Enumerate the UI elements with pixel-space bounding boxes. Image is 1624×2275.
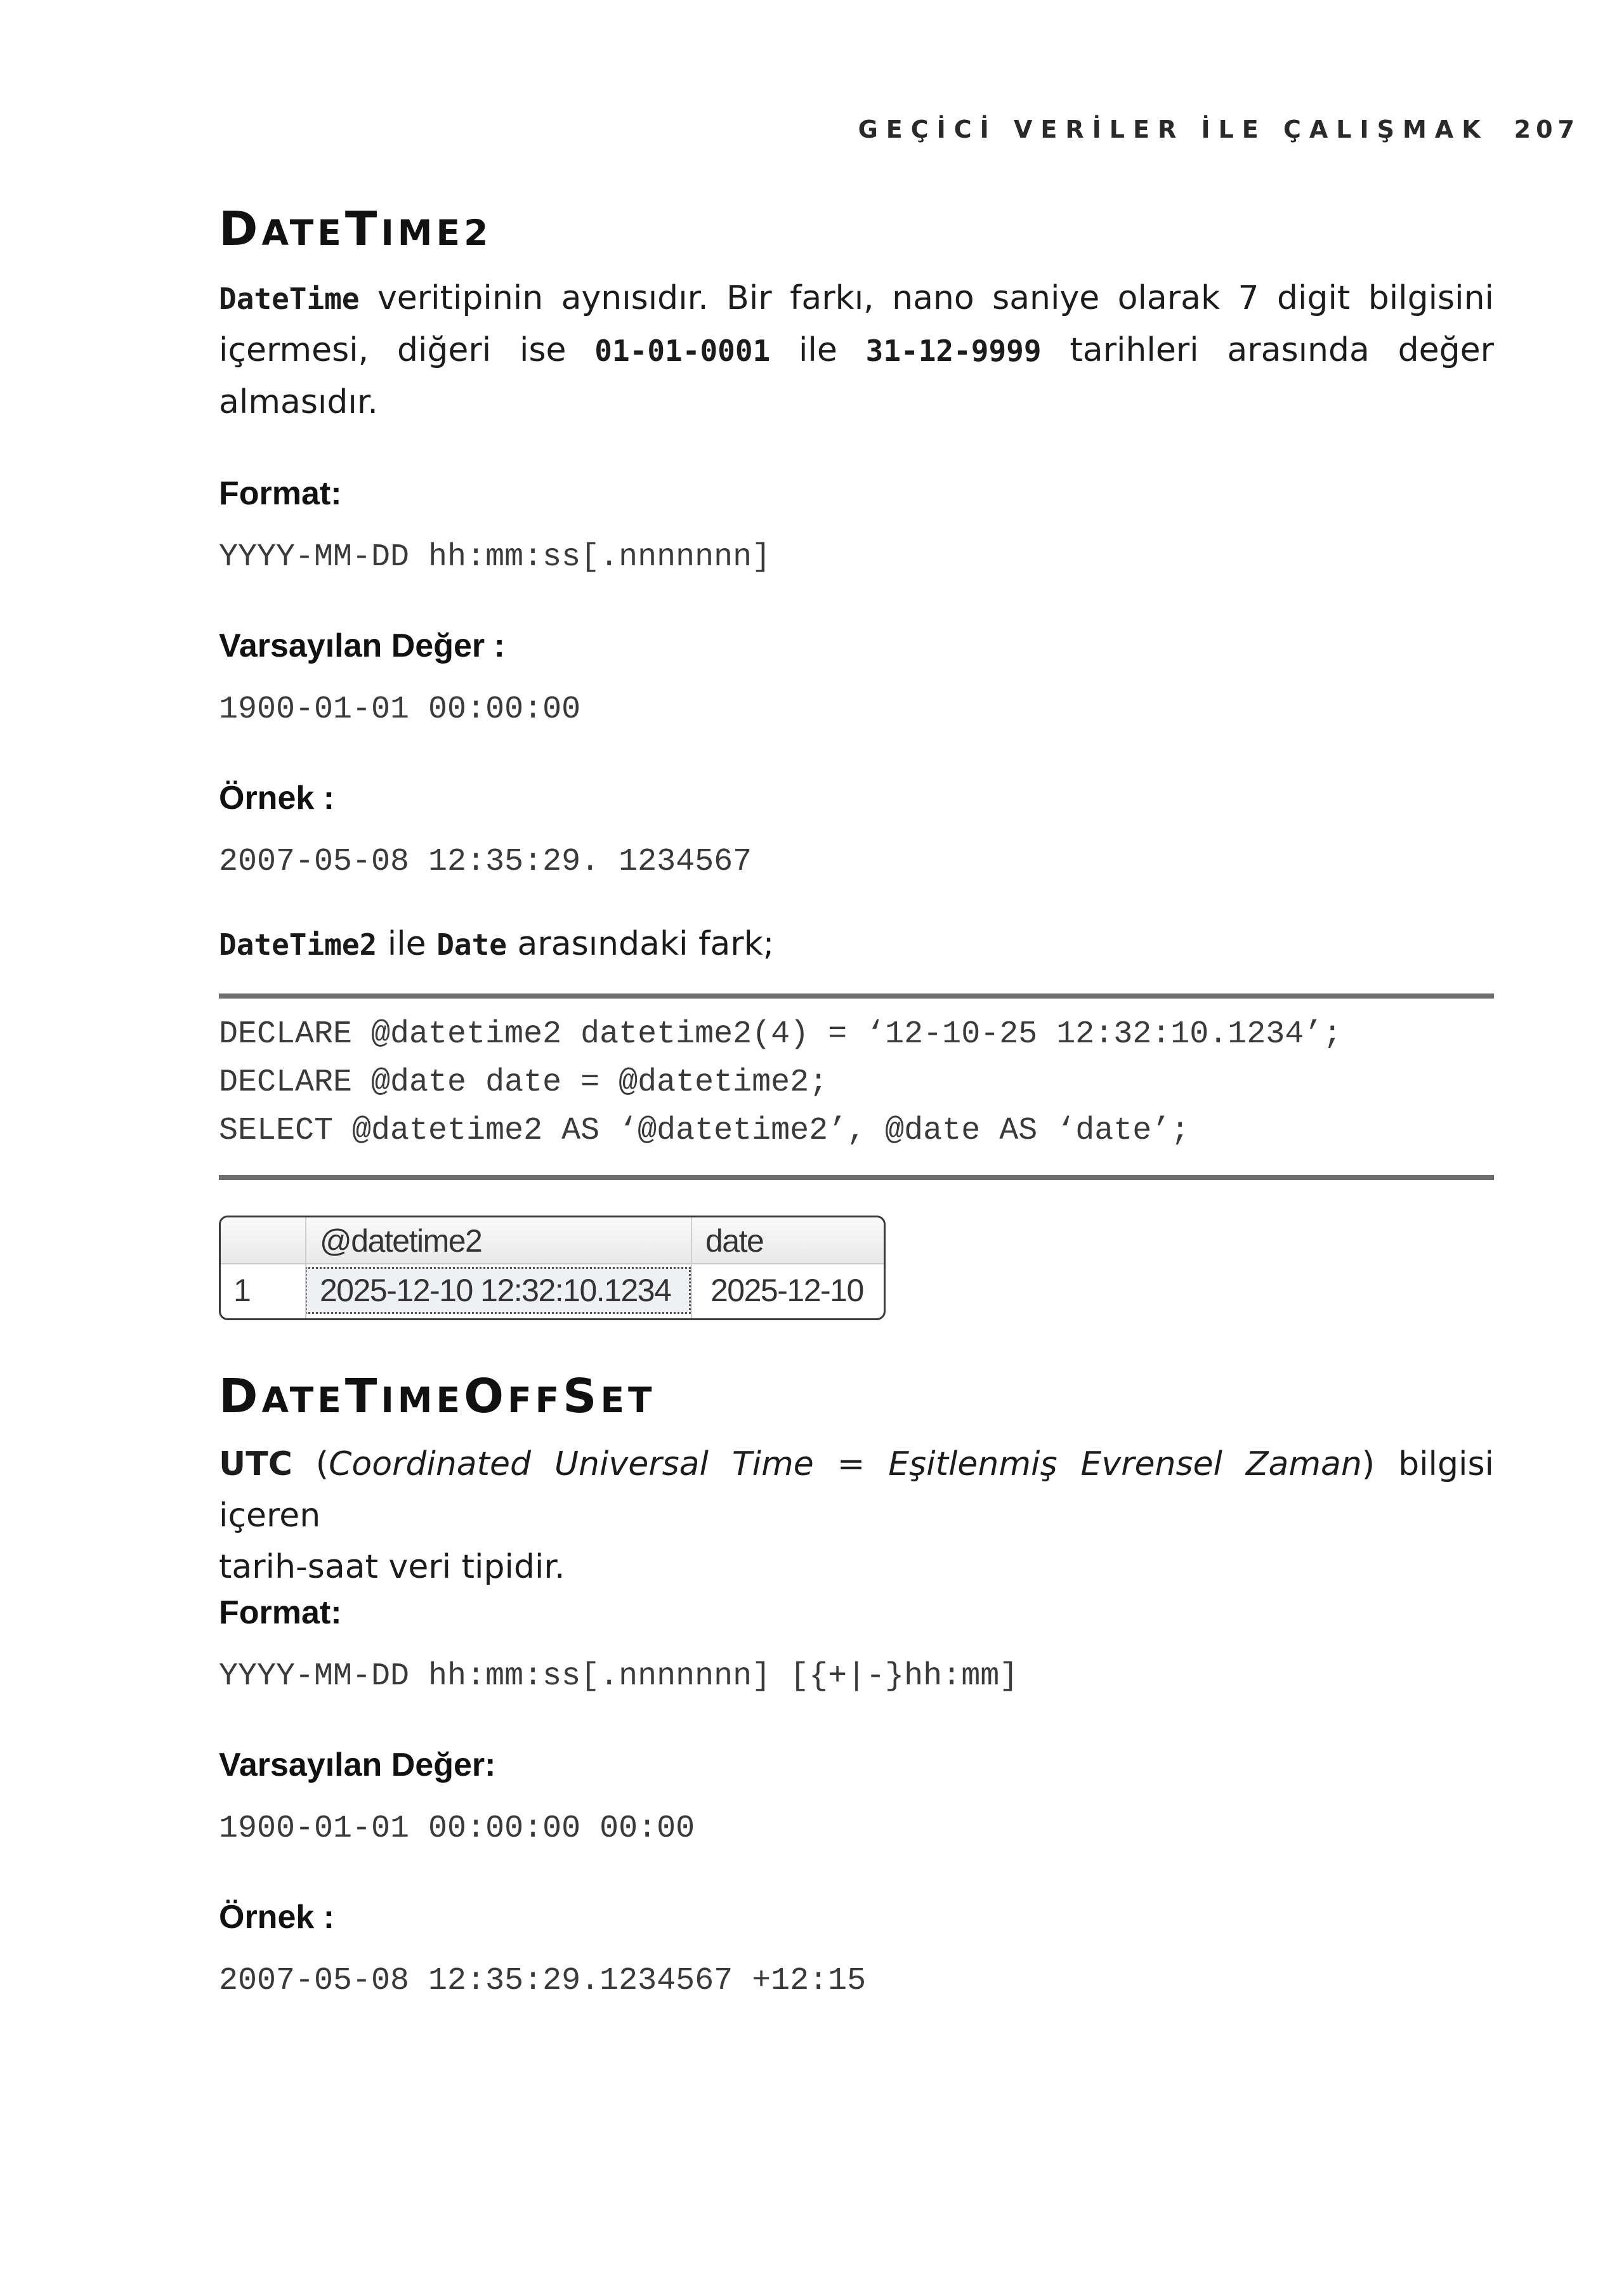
heading-text: arasındaki fark; <box>506 925 775 963</box>
title-part: IME2 <box>381 213 492 253</box>
example-value: 2007-05-08 12:35:29. 1234567 <box>219 844 752 880</box>
column-divider <box>305 1217 306 1318</box>
inline-code: 01-01-0001 <box>594 334 771 368</box>
code-block-top-rule <box>219 993 1494 999</box>
cell-date[interactable]: 2025-12-10 <box>710 1273 863 1308</box>
description-line <box>219 1439 1494 1542</box>
format-label: Format: <box>219 475 342 512</box>
description-line: almasıdır. <box>219 383 378 421</box>
description-text: ile <box>770 331 866 369</box>
title-part: FF <box>508 1380 563 1420</box>
format-value: YYYY-MM-DD hh:mm:ss[.nnnnnnn] [{+|-}hh:mm] <box>219 1658 1019 1695</box>
section-title-datetime2 <box>219 202 492 256</box>
title-part: S <box>563 1369 601 1424</box>
default-value-label: Varsayılan Değer : <box>219 627 505 664</box>
default-value: 1900-01-01 00:00:00 <box>219 692 581 728</box>
title-part: ATE <box>261 1380 345 1420</box>
code-block-bottom-rule <box>219 1175 1494 1180</box>
heading-text: ile <box>377 925 437 963</box>
inline-code: DateTime2 <box>219 928 377 962</box>
code-line: SELECT @datetime2 AS ‘@datetime2’, @date AS ‘date’; <box>219 1113 1190 1149</box>
format-label: Format: <box>219 1594 342 1631</box>
default-value: 1900-01-01 00:00:00 00:00 <box>219 1811 695 1847</box>
code-line: DECLARE @datetime2 datetime2(4) = ‘12-10-25 12:32:10.1234’; <box>219 1016 1342 1052</box>
title-part: IME <box>381 1380 464 1420</box>
title-part: ET <box>600 1380 656 1420</box>
description-text: tarihleri arasında değer <box>1041 331 1494 369</box>
inline-code: Date <box>436 928 507 962</box>
code-line: DECLARE @date date = @datetime2; <box>219 1065 828 1101</box>
page-number: 207 <box>1514 115 1580 143</box>
description-text: ) bilgisi içeren <box>219 1445 1494 1535</box>
description-text: ( <box>292 1445 329 1483</box>
format-value: YYYY-MM-DD hh:mm:ss[.nnnnnnn] <box>219 539 771 575</box>
title-part: D <box>219 1369 262 1424</box>
utc-term: UTC <box>219 1445 292 1483</box>
column-header-date[interactable]: date <box>705 1223 764 1259</box>
default-value-label: Varsayılan Değer: <box>219 1747 496 1783</box>
title-part: O <box>464 1369 508 1424</box>
utc-expansion: Coordinated Universal Time = Eşitlenmiş Evrensel Zaman <box>329 1445 1362 1483</box>
difference-heading <box>219 925 774 963</box>
column-divider <box>691 1217 692 1318</box>
inline-code: DateTime <box>219 282 360 316</box>
description-line <box>219 273 1494 325</box>
inline-code: 31-12-9999 <box>865 334 1042 368</box>
description-text: veritipinin aynısıdır. Bir farkı, nano saniye olarak 7 digit bilgisini <box>359 279 1494 317</box>
example-value: 2007-05-08 12:35:29.1234567 +12:15 <box>219 1963 867 1999</box>
example-label: Örnek : <box>219 1899 335 1936</box>
cell-datetime2[interactable]: 2025-12-10 12:32:10.1234 <box>320 1273 671 1308</box>
example-label: Örnek : <box>219 780 335 816</box>
title-part: ATE <box>261 213 345 253</box>
running-title: GEÇİCİ VERİLER İLE ÇALIŞMAK <box>858 115 1489 143</box>
column-header-datetime2[interactable]: @datetime2 <box>320 1223 482 1259</box>
description-line: tarih-saat veri tipidir. <box>219 1548 565 1586</box>
running-header <box>858 115 1580 143</box>
title-part: D <box>219 202 262 256</box>
datetime2-description <box>219 273 1494 428</box>
row-number[interactable]: 1 <box>233 1273 251 1308</box>
query-result-grid <box>219 1216 886 1320</box>
title-part: T <box>344 1369 381 1424</box>
description-text: içermesi, diğeri ise <box>219 331 595 369</box>
description-line <box>219 325 1494 377</box>
section-title-datetimeoffset <box>219 1369 656 1424</box>
datetimeoffset-description <box>219 1439 1494 1593</box>
title-part: T <box>344 202 381 256</box>
